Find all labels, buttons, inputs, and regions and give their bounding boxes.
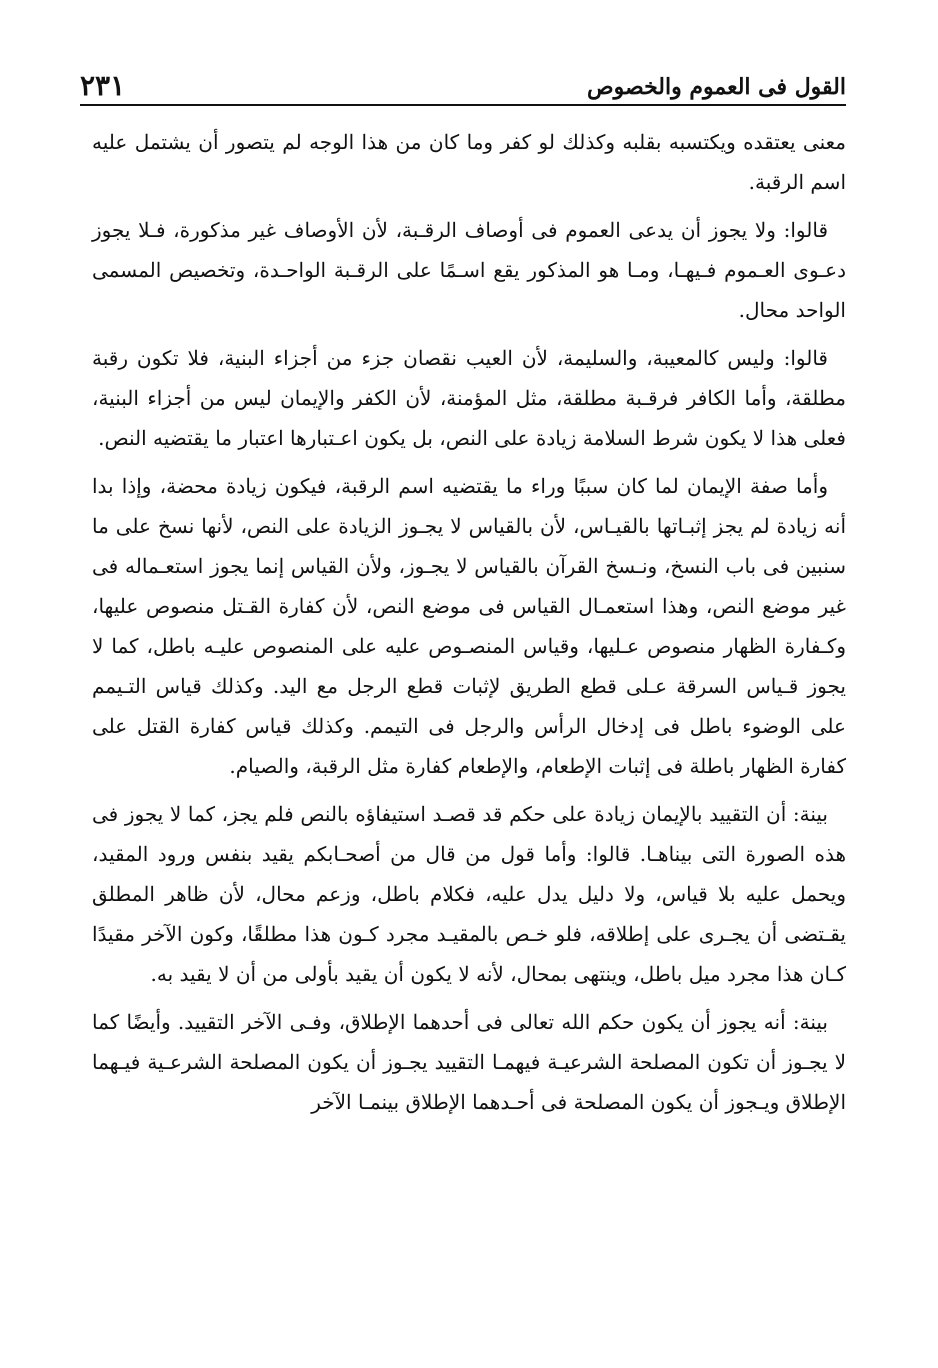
paragraph: وأما صفة الإيمان لما كان سببًا وراء ما يقتضيه اسم الرقبة، فيكون زيادة محضة، وإذا بدا أنه زيادة لم يجز إثبـاتها بالقيـاس، لأن بالقياس لا يجـوز الزيادة على النص، لأنها نسخ على ما سنبين فى باب النسخ، ونـسخ القرآن بالقياس لا يجـوز، ولأن القياس إنما يجوز استعـماله فى غير موضع النص، وهذا استعمـال القياس فى موضع النص، لأن كفارة القـتل منصوص عليها، وكـفارة الظهار منصوص عـليها، وقياس المنصـوص عليه على المنصوص عليـه باطل، كما لا يجوز قـياس السرقة عـلى قطع الطريق لإثبات قطع الرجل مع اليد. وكذلك قياس التـيمم على الوضوء باطل فى إدخال الرأس والرجل فى التيمم. وكذلك قياس كفارة القتل على كفارة الظهار باطلة فى إثبات الإطعام، والإطعام كفارة مثل الرقبة، والصيام. [92,474,846,778]
paragraph: قالوا: وليس كالمعيبة، والسليمة، لأن العيب نقصان جزء من أجزاء البنية، فلا تكون رقبة مطلقة، وأما الكافر فرقـبة مطلقة، مثل المؤمنة، لأن الكفر والإيمان ليس من أجزاء البنية، فعلى هذا لا يكون شرط السلامة زيادة على النص، بل يكون اعـتبارها اعتبار ما يقتضيه النص. [92,346,846,450]
body-text [92,122,846,1130]
chapter-title: القول فى العموم والخصوص [587,74,846,100]
paragraph: قالوا: ولا يجوز أن يدعى العموم فى أوصاف الرقـبة، لأن الأوصاف غير مذكورة، فـلا يجوز دعـوى العـموم فـيهـا، ومـا هو المذكور يقع اسـمًا على الرقـبة الواحـدة، وتخصيص المسمى الواحد محال. [92,218,846,322]
page-number: ٢٣١ [80,69,126,102]
paragraph: بينة: أنه يجوز أن يكون حكم الله تعالى فى أحدهما الإطلاق، وفـى الآخر التقييد. وأيضًا كما لا يجـوز أن تكون المصلحة الشرعيـة فيهمـا التقييد يجـوز أن يكون المصلحة الشرعـية فيـهما الإطلاق ويـجوز أن يكون المصلحة فى أحـدهما الإطلاق بينمـا الآخر [92,1010,846,1114]
running-header [80,58,846,104]
paragraph: بينة: أن التقييد بالإيمان زيادة على حكم قد قصـد استيفاؤه بالنص فلم يجز، كما لا يجوز فى هذه الصورة التى بيناهـا. قالوا: وأما قول من قال من أصحـابكم يقيد بنفس ورود المقيد، ويحمل عليه بلا قياس، ولا دليل يدل عليه، فكلام باطل، وزعم محال، لأن ظاهر المطلق يقـتضى أن يجـرى على إطلاقه، فلو خـص بالمقيـد مجرد كـون هذا مطلقًا، وكون الآخر مقيدًا كـان هذا مجرد ميل باطل، وينتهى بمحال، لأنه لا يكون أن يقيد بأولى من أن لا يقيد به. [92,802,846,986]
paragraph: معنى يعتقده ويكتسبه بقلبه وكذلك لو كفر وما كان من هذا الوجه لم يتصور أن يشتمل عليه اسم الرقبة. [92,130,846,194]
header-rule [80,104,846,106]
